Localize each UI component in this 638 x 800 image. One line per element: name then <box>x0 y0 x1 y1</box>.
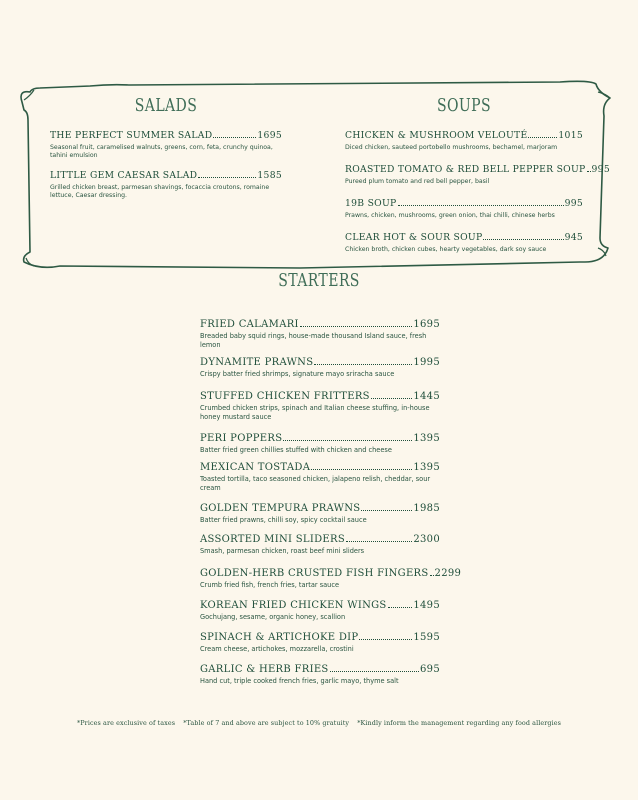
item-description: Pureed plum tomato and red bell pepper, basil <box>345 178 490 185</box>
item-price: 995 <box>564 198 583 209</box>
item-description: Crispy batter fried shrimps, signature mayo sriracha sauce <box>200 370 395 378</box>
dot-leader <box>359 639 412 640</box>
dot-leader <box>314 364 412 365</box>
item-price: 1695 <box>257 130 282 141</box>
menu-item <box>345 198 583 220</box>
dot-leader <box>388 607 413 608</box>
item-name: CLEAR HOT & SOUR SOUP <box>345 232 483 243</box>
item-price: 2300 <box>413 534 440 545</box>
item-name: DYNAMITE PRAWNS <box>200 357 314 368</box>
item-name: THE PERFECT SUMMER SALAD <box>50 130 213 141</box>
menu-item <box>345 130 583 152</box>
dot-leader <box>346 541 412 542</box>
item-price: 1495 <box>413 600 440 611</box>
item-name: 19B SOUP <box>345 198 397 209</box>
item-price: 1695 <box>413 319 440 330</box>
dot-leader <box>371 398 413 399</box>
menu-item <box>200 318 440 349</box>
item-price: 1395 <box>413 462 440 473</box>
dot-leader <box>213 137 256 138</box>
item-price: 2299 <box>434 568 462 579</box>
menu-item <box>200 390 440 421</box>
item-name: FRIED CALAMARI <box>200 319 299 330</box>
item-description: Prawns, chicken, mushrooms, green onion, thai chilli, chinese herbs <box>345 212 555 219</box>
dot-leader <box>198 177 256 178</box>
menu-item <box>345 164 610 186</box>
menu-item <box>200 599 440 622</box>
menu-item <box>50 170 282 200</box>
item-name: ASSORTED MINI SLIDERS <box>200 534 345 545</box>
item-description: Gochujang, sesame, organic honey, scallion <box>200 613 346 621</box>
menu-item <box>200 567 462 590</box>
item-price: 1995 <box>413 357 440 368</box>
dot-leader <box>587 171 591 172</box>
item-description: Crumb fried fish, french fries, tartar sauce <box>200 581 340 589</box>
dot-leader <box>430 575 434 576</box>
menu-item <box>200 663 440 686</box>
item-name: ROASTED TOMATO & RED BELL PEPPER SOUP <box>345 164 586 175</box>
menu-item <box>200 461 440 492</box>
item-description: Grilled chicken breast, parmesan shavings, focaccia croutons, romaine lettuce, Caesar dressing. <box>50 184 270 199</box>
item-description: Toasted tortilla, taco seasoned chicken, jalapeno relish, cheddar, sour cream <box>200 475 431 492</box>
starters-title: STARTERS <box>278 270 360 291</box>
salads-section <box>50 95 282 210</box>
dot-leader <box>528 137 557 138</box>
footer-notes <box>0 719 638 727</box>
footer-note-taxes: *Prices are exclusive of taxes <box>76 719 176 727</box>
menu-item <box>345 232 583 254</box>
item-description: Batter fried green chillies stuffed with chicken and cheese <box>200 446 392 454</box>
menu-item <box>200 432 440 455</box>
item-description: Crumbed chicken strips, spinach and Italian cheese stuffing, in-house honey mustard sauce <box>200 404 430 421</box>
item-name: GOLDEN TEMPURA PRAWNS <box>200 503 361 514</box>
item-price: 1445 <box>413 391 440 402</box>
dot-leader <box>483 239 563 240</box>
dot-leader <box>311 469 412 470</box>
item-description: Seasonal fruit, caramelised walnuts, greens, corn, feta, crunchy quinoa, tahini emulsion <box>50 144 273 159</box>
item-name: LITTLE GEM CAESAR SALAD <box>50 170 198 181</box>
item-price: 1395 <box>413 433 440 444</box>
item-name: SPINACH & ARTICHOKE DIP <box>200 632 359 643</box>
item-description: Breaded baby squid rings, house-made thousand Island sauce, fresh lemon <box>200 332 427 349</box>
dot-leader <box>361 510 412 511</box>
item-name: KOREAN FRIED CHICKEN WINGS <box>200 600 387 611</box>
footer-note-allergies: *Kindly inform the management regarding any food allergies <box>357 719 562 727</box>
item-price: 995 <box>591 164 610 175</box>
soups-title: SOUPS <box>437 95 491 116</box>
menu-item <box>50 130 282 160</box>
item-description: Batter fried prawns, chilli soy, spicy cocktail sauce <box>200 516 367 524</box>
menu-item <box>200 631 440 654</box>
item-name: STUFFED CHICKEN FRITTERS <box>200 391 370 402</box>
footer-note-gratuity: *Table of 7 and above are subject to 10% gratuity <box>183 719 350 727</box>
item-name: MEXICAN TOSTADA <box>200 462 311 473</box>
dot-leader <box>398 205 564 206</box>
item-description: Cream cheese, artichokes, mozzarella, crostini <box>200 645 354 653</box>
item-description: Smash, parmesan chicken, roast beef mini sliders <box>200 547 365 555</box>
menu-item <box>200 533 440 556</box>
item-price: 1985 <box>413 503 440 514</box>
item-price: 695 <box>420 664 440 675</box>
item-name: CHICKEN & MUSHROOM VELOUTÉ <box>345 130 528 141</box>
item-price: 1015 <box>558 130 583 141</box>
soups-section <box>345 95 610 266</box>
item-price: 945 <box>564 232 583 243</box>
item-description: Hand cut, triple cooked french fries, garlic mayo, thyme salt <box>200 677 399 685</box>
item-price: 1585 <box>257 170 282 181</box>
item-price: 1595 <box>413 632 440 643</box>
item-name: GOLDEN-HERB CRUSTED FISH FINGERS <box>200 568 429 579</box>
dot-leader <box>300 326 413 327</box>
item-name: PERI POPPERS <box>200 433 283 444</box>
dot-leader <box>330 671 419 672</box>
menu-item <box>200 502 440 525</box>
item-name: GARLIC & HERB FRIES <box>200 664 329 675</box>
salads-title: SALADS <box>134 95 198 116</box>
item-description: Chicken broth, chicken cubes, hearty vegetables, dark soy sauce <box>345 246 547 253</box>
item-description: Diced chicken, sauteed portobello mushrooms, bechamel, marjoram <box>345 144 558 151</box>
menu-item <box>200 356 440 379</box>
dot-leader <box>283 440 412 441</box>
